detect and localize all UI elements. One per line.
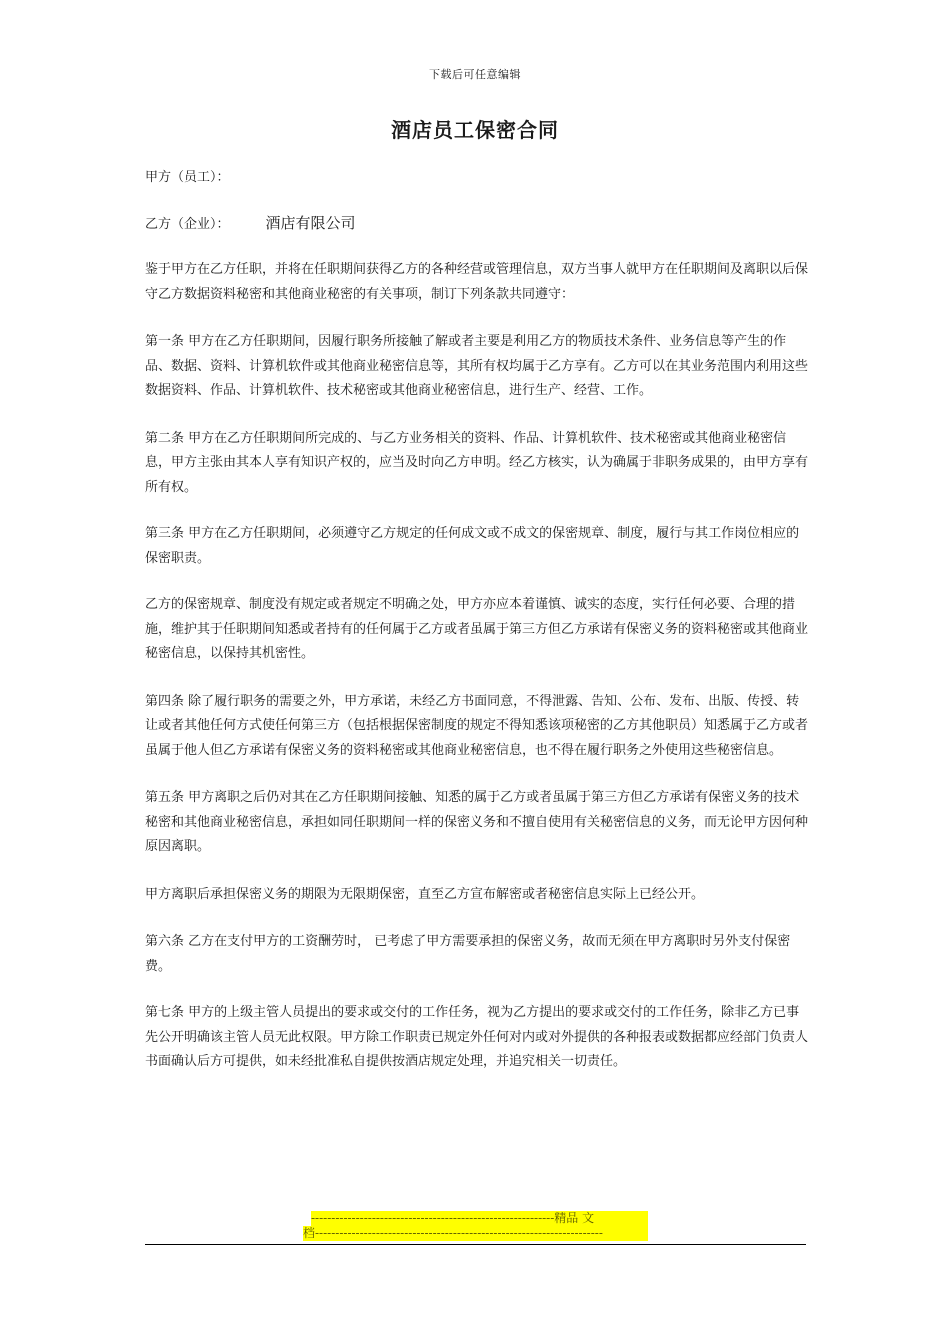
footer-line-1: ------------------------------------------------------------精品 文 (311, 1211, 648, 1226)
article-2-paragraph: 第二条 甲方在乙方任职期间所完成的、与乙方业务相关的资料、作品、计算机软件、技术秘密或其他商业秘密信息，甲方主张由其本人享有知识产权的，应当及时向乙方申明。经乙方核实，认为确属于非职务成果的，由甲方享有所有权。 (145, 430, 809, 495)
party-b-company: 酒店有限公司 (265, 214, 356, 232)
footer-watermark (303, 1211, 648, 1241)
article-3-supplement-paragraph: 乙方的保密规章、制度没有规定或者规定不明确之处，甲方亦应本着谨慎、诚实的态度，实行任何必要、合理的措施，维护其于任职期间知悉或者持有的任何属于乙方或者虽属于第三方但乙方承诺有保密义务的资料秘密或其他商业秘密信息，以保持其机密性。 (145, 597, 809, 661)
article-4-paragraph: 第四条 除了履行职务的需要之外，甲方承诺，未经乙方书面同意，不得泄露、告知、公布、发布、出版、传授、转让或者其他任何方式使任何第三方（包括根据保密制度的规定不得知悉该项秘密的乙方其他职员）知悉属于乙方或者虽属于他人但乙方承诺有保密义务的资料秘密或其他商业秘密信息，也不得在履行职务之外使用这些秘密信息。 (145, 693, 809, 758)
article-1-paragraph: 第一条 甲方在乙方任职期间，因履行职务所接触了解或者主要是利用乙方的物质技术条件、业务信息等产生的作品、数据、资料、计算机软件或其他商业秘密信息等，其所有权均属于乙方享有。乙方可以在其业务范围内利用这些数据资料、作品、计算机软件、技术秘密或其他商业秘密信息，进行生产、经营、工作。 (145, 334, 809, 398)
article-7-paragraph: 第七条 甲方的上级主管人员提出的要求或交付的工作任务，视为乙方提出的要求或交付的工作任务，除非乙方已事先公开明确该主管人员无此权限。甲方除工作职责已规定外任何对内或对外提供的各种报表或数据都应经部门负责人书面确认后方可提供，如未经批准私自提供按酒店规定处理，并追究相关一切责任。 (145, 1005, 809, 1069)
header-note: 下载后可任意编辑 (429, 68, 521, 81)
footer-divider (145, 1244, 806, 1245)
preamble-paragraph: 鉴于甲方在乙方任职，并将在任职期间获得乙方的各种经营或管理信息，双方当事人就甲方在任职期间及离职以后保守乙方数据资料秘密和其他商业秘密的有关事项，制订下列条款共同遵守： (145, 262, 809, 302)
party-b-line (145, 212, 356, 233)
article-5-paragraph: 第五条 甲方离职之后仍对其在乙方任职期间接触、知悉的属于乙方或者虽属于第三方但乙方承诺有保密义务的技术秘密和其他商业秘密信息，承担如同任职期间一样的保密义务和不擅自使用有关秘密信息的义务，而无论甲方因何种原因离职。 (145, 790, 809, 854)
article-6-paragraph: 第六条 乙方在支付甲方的工资酬劳时， 已考虑了甲方需要承担的保密义务，故而无须在甲方离职时另外支付保密费。 (145, 934, 791, 974)
party-a-label: 甲方（员工）： (145, 170, 230, 185)
article-5-supplement-paragraph: 甲方离职后承担保密义务的期限为无限期保密，直至乙方宣布解密或者秘密信息实际上已经公开。 (145, 886, 705, 902)
party-a-line (145, 166, 230, 185)
footer-line-2: 档----------------------------------------------------------------------- (303, 1226, 648, 1241)
article-3-paragraph: 第三条 甲方在乙方任职期间，必须遵守乙方规定的任何成文或不成文的保密规章、制度，履行与其工作岗位相应的保密职责。 (145, 526, 800, 566)
contract-body (145, 258, 810, 1075)
document-title: 酒店员工保密合同 (391, 118, 559, 142)
party-b-label: 乙方（企业）： (145, 217, 230, 232)
